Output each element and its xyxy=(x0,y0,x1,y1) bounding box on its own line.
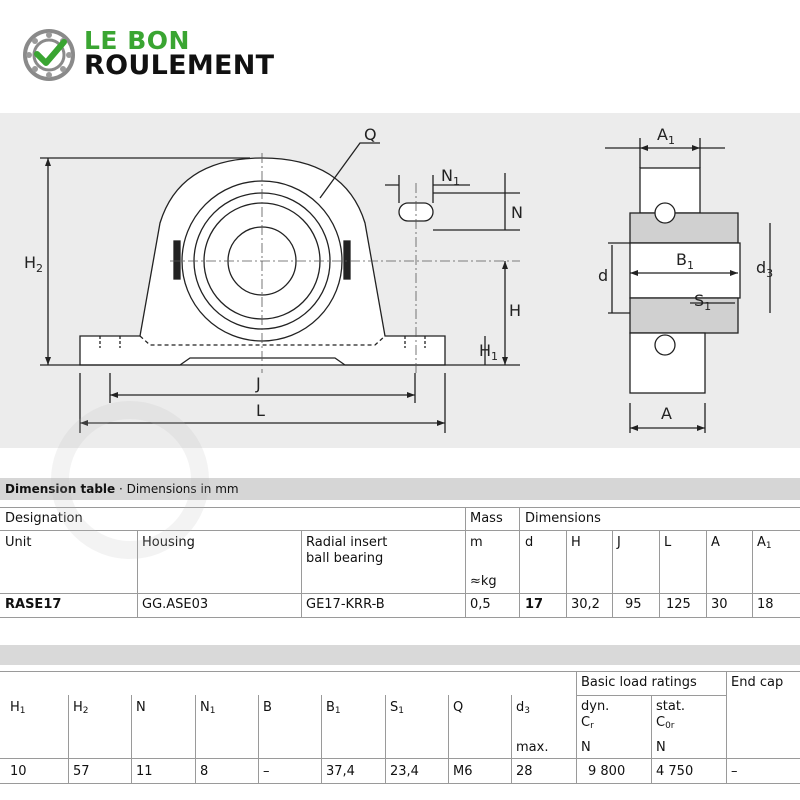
col2-C0r-sub: 0r xyxy=(665,721,675,731)
col-d: d xyxy=(525,535,534,550)
label-S1-sub: 1 xyxy=(704,300,712,313)
label-H2: H xyxy=(24,253,37,272)
divider xyxy=(511,695,512,783)
divider xyxy=(752,530,753,617)
col2-N1-sub: 1 xyxy=(209,706,216,716)
col-H: H xyxy=(571,535,581,550)
col2-H2 xyxy=(73,700,89,716)
row2-Q: M6 xyxy=(453,764,473,779)
row2-endcap: – xyxy=(731,764,738,779)
label-S1: S xyxy=(694,291,705,310)
divider xyxy=(0,507,800,508)
label-d3-sub: 3 xyxy=(766,267,774,280)
divider xyxy=(612,530,613,617)
col-A1-sub: 1 xyxy=(765,541,772,551)
divider xyxy=(385,695,386,783)
col2-H1 xyxy=(10,700,26,716)
row-J: 95 xyxy=(625,597,642,612)
col2-d3-text: d xyxy=(516,700,525,715)
row2-C0r: 4 750 xyxy=(656,764,694,779)
divider xyxy=(321,695,322,783)
divider xyxy=(706,530,707,617)
col2-max: max. xyxy=(516,740,549,755)
divider xyxy=(448,695,449,783)
divider xyxy=(0,671,800,672)
row2-B: – xyxy=(263,764,270,779)
col2-H2-text: H xyxy=(73,700,83,715)
col2-N-unit-dyn: N xyxy=(581,740,591,755)
col-m: m xyxy=(470,535,483,550)
pillow-block-drawing xyxy=(0,113,800,448)
col2-d3-sub: 3 xyxy=(524,706,530,716)
svg-text:H xyxy=(509,301,521,320)
divider xyxy=(726,671,727,783)
table1-title-bar xyxy=(0,478,800,500)
row-H: 30,2 xyxy=(571,597,600,612)
col2-B1-text: B xyxy=(326,700,335,715)
label-N: N xyxy=(511,203,523,222)
bearing-logo-icon xyxy=(22,28,76,82)
divider xyxy=(0,530,800,531)
col2-H2-sub: 2 xyxy=(82,706,89,716)
header-basic-load: Basic load ratings xyxy=(581,675,697,690)
col2-Cr-text: C xyxy=(581,715,591,730)
header-endcap: End cap xyxy=(731,675,784,690)
col2-N1 xyxy=(200,700,215,716)
table1-title: Dimension table xyxy=(5,482,116,496)
col2-stat: stat. xyxy=(656,699,686,714)
divider xyxy=(0,593,800,594)
row-bearing: GE17-KRR-B xyxy=(306,597,385,612)
col-A: A xyxy=(711,535,720,550)
row2-H2: 57 xyxy=(73,764,90,779)
divider xyxy=(301,530,302,617)
col2-N: N xyxy=(136,700,146,715)
svg-text:H2 xyxy=(24,253,43,275)
label-N1-sub: 1 xyxy=(452,175,460,188)
col2-S1-text: S xyxy=(390,700,399,715)
label-H1: H xyxy=(479,341,492,360)
label-A: A xyxy=(661,404,672,423)
row-unit: RASE17 xyxy=(5,597,62,612)
col2-B1-sub: 1 xyxy=(334,706,341,716)
svg-text:A1 xyxy=(657,125,675,147)
row2-N1: 8 xyxy=(200,764,209,779)
col-radial-line1: Radial insert xyxy=(306,535,388,550)
col-kg: ≈kg xyxy=(470,574,497,589)
row2-H1: 10 xyxy=(10,764,27,779)
svg-text:J xyxy=(255,374,261,393)
col2-Cr-sub: r xyxy=(590,721,594,731)
divider xyxy=(137,530,138,617)
row-A1: 18 xyxy=(757,597,774,612)
col2-B1 xyxy=(326,700,341,716)
col2-S1 xyxy=(390,700,404,716)
svg-text:d xyxy=(598,266,608,285)
divider xyxy=(131,695,132,783)
divider xyxy=(0,617,800,618)
col2-dyn: dyn. xyxy=(581,699,610,714)
label-B1: B xyxy=(676,250,687,269)
col-L: L xyxy=(664,535,672,550)
col-radial-line2: ball bearing xyxy=(306,551,384,566)
divider xyxy=(195,695,196,783)
col2-S1-sub: 1 xyxy=(398,706,404,716)
row-d: 17 xyxy=(525,597,544,612)
label-H1-sub: 1 xyxy=(491,350,499,363)
label-d3: d xyxy=(756,258,767,277)
row-housing: GG.ASE03 xyxy=(142,597,209,612)
svg-text:L xyxy=(256,401,265,420)
col2-H1-text: H xyxy=(10,700,20,715)
row2-d3: 28 xyxy=(516,764,533,779)
table2-bar xyxy=(0,645,800,665)
col2-N1-text: N xyxy=(200,700,210,715)
row2-Cr: 9 800 xyxy=(588,764,626,779)
col2-H1-sub: 1 xyxy=(19,706,26,716)
divider xyxy=(0,758,800,759)
header-dimensions: Dimensions xyxy=(525,511,601,526)
logo-line1: LE BON xyxy=(84,26,190,55)
divider xyxy=(651,695,652,783)
row2-B1: 37,4 xyxy=(326,764,355,779)
label-L: L xyxy=(256,401,265,420)
col2-C0r xyxy=(656,715,675,731)
svg-text:A xyxy=(661,404,672,423)
row2-S1: 23,4 xyxy=(390,764,419,779)
row-A: 30 xyxy=(711,597,728,612)
col-A1-text: A xyxy=(757,535,766,550)
table1-subtitle: · Dimensions in mm xyxy=(115,482,239,496)
label-H2-sub: 2 xyxy=(36,262,44,275)
svg-text:H1 xyxy=(479,341,498,363)
col-housing: Housing xyxy=(142,535,195,550)
col2-C0r-text: C xyxy=(656,715,666,730)
col2-B: B xyxy=(263,700,272,715)
divider xyxy=(258,695,259,783)
brand-logo xyxy=(22,26,322,86)
label-d: d xyxy=(598,266,609,285)
col2-N-unit-stat: N xyxy=(656,740,666,755)
divider xyxy=(465,507,466,617)
divider xyxy=(566,530,567,617)
technical-drawing xyxy=(0,113,800,448)
col2-d3 xyxy=(516,700,530,716)
label-N1: N xyxy=(441,166,453,185)
col2-Cr xyxy=(581,715,594,731)
header-designation: Designation xyxy=(5,511,83,526)
divider xyxy=(0,783,800,784)
label-Q: Q xyxy=(364,125,377,144)
row2-N: 11 xyxy=(136,764,153,779)
label-J: J xyxy=(256,374,261,393)
svg-text:Q xyxy=(364,125,377,144)
logo-line2: ROULEMENT xyxy=(84,50,275,81)
label-H: H xyxy=(509,301,522,320)
row-mass: 0,5 xyxy=(470,597,491,612)
col-A1 xyxy=(757,535,772,551)
svg-text:N1 xyxy=(441,166,460,188)
label-B1-sub: 1 xyxy=(686,259,694,272)
divider xyxy=(519,507,520,617)
label-A1: A xyxy=(657,125,668,144)
divider xyxy=(576,671,577,783)
col-unit: Unit xyxy=(5,535,32,550)
col-J: J xyxy=(617,535,621,550)
divider xyxy=(68,695,69,783)
label-A1-sub: 1 xyxy=(667,134,675,147)
divider xyxy=(659,530,660,617)
col2-Q: Q xyxy=(453,700,464,715)
header-mass: Mass xyxy=(470,511,503,526)
svg-text:N xyxy=(511,203,523,222)
row-L: 125 xyxy=(666,597,691,612)
